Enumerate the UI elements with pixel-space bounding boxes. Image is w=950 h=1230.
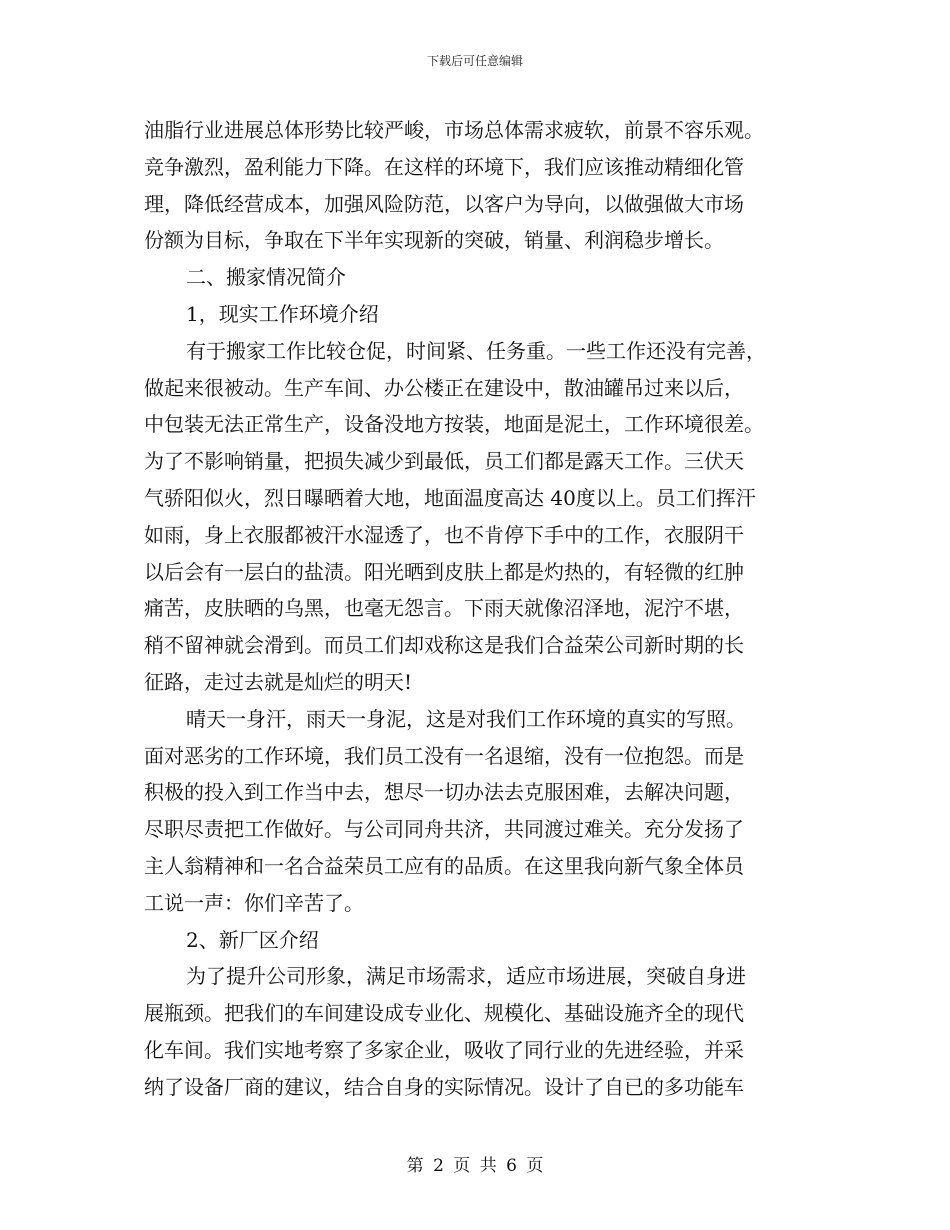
- text-line: 为了提升公司形象，满足市场需求，适应市场进展，突破自身进: [186, 964, 746, 989]
- text-line: 主人翁精神和一名合益荣员工应有的品质。在这里我向新气象全体员: [144, 853, 744, 878]
- document-body: [144, 112, 816, 1106]
- text-line: 做起来很被动。生产车间、办公楼正在建设中，散油罐吊过来以后，: [144, 375, 744, 400]
- text-line: 理，降低经营成本，加强风险防范，以客户为导向，以做强做大市场: [144, 191, 744, 216]
- text-line: 展瓶颈。把我们的车间建设成专业化、规模化、基础设施齐全的现代: [144, 1001, 744, 1026]
- text-line: 尽职尽责把工作做好。与公司同舟共济，共同渡过难关。充分发扬了: [144, 817, 744, 842]
- text-line: 工说一声：你们辛苦了。: [144, 890, 364, 915]
- text-line: 份额为目标，争取在下半年实现新的突破，销量、利润稳步增长。: [144, 228, 724, 253]
- text-line: 如雨，身上衣服都被汗水湿透了，也不肯停下手中的工作，衣服阴干: [144, 522, 744, 547]
- text-line: 纳了设备厂商的建议，结合自身的实际情况。设计了自已的多功能车: [144, 1074, 744, 1099]
- text-line: 中包装无法正常生产，设备没地方按装，地面是泥土，工作环境很差。: [144, 412, 764, 437]
- page-footer: 第 2 页 共 6 页: [406, 1156, 544, 1176]
- text-line: 气骄阳似火，烈日曝晒着大地，地面温度高达 40度以上。员工们挥汗: [144, 485, 756, 510]
- text-line: 积极的投入到工作当中去，想尽一切办法去克服困难，去解决问题，: [144, 780, 744, 805]
- text-line: 化车间。我们实地考察了多家企业，吸收了同行业的先进经验，并采: [144, 1037, 744, 1062]
- text-line: 2、新厂区介绍: [186, 927, 319, 952]
- text-line: 面对恶劣的工作环境，我们员工没有一名退缩，没有一位抱怨。而是: [144, 743, 744, 768]
- text-line: 以后会有一层白的盐渍。阳光晒到皮肤上都是灼热的，有轻微的红肿: [144, 559, 744, 584]
- text-line: 油脂行业进展总体形势比较严峻，市场总体需求疲软，前景不容乐观。: [144, 118, 764, 142]
- text-line: 竞争激烈，盈利能力下降。在这样的环境下，我们应该推动精细化管: [144, 154, 744, 179]
- text-line: 1，现实工作环境介绍: [186, 301, 379, 326]
- page-header: 下载后可任意编辑: [426, 54, 523, 68]
- text-line: 征路，走过去就是灿烂的明天!: [144, 669, 413, 694]
- text-line: 为了不影响销量，把损失减少到最低，员工们都是露天工作。三伏天: [144, 449, 744, 474]
- text-line: 二、搬家情况简介: [186, 265, 346, 290]
- text-line: 稍不留神就会滑到。而员工们却戏称这是我们合益荣公司新时期的长: [144, 633, 744, 658]
- text-line: 有于搬家工作比较仓促，时间紧、任务重。一些工作还没有完善，: [186, 338, 766, 363]
- text-line: 痛苦，皮肤晒的乌黑，也毫无怨言。下雨天就像沼泽地，泥泞不堪，: [144, 596, 744, 621]
- text-line: 晴天一身汗，雨天一身泥，这是对我们工作环境的真实的写照。: [186, 706, 746, 731]
